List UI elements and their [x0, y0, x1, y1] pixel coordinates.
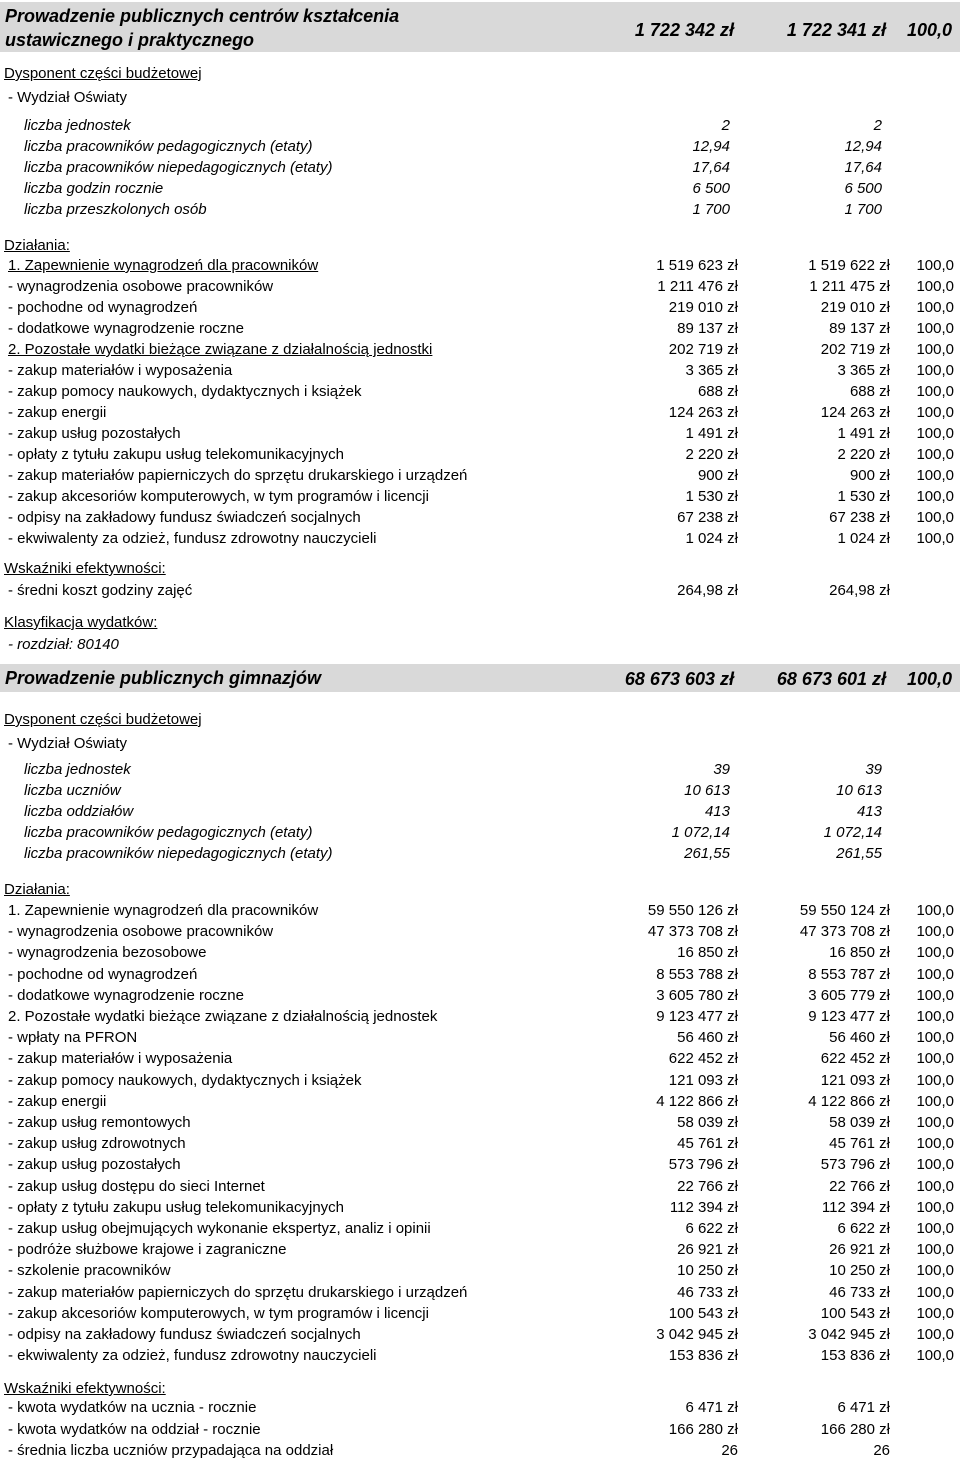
- row-percent: 100,0: [916, 902, 954, 919]
- row-percent: 100,0: [916, 320, 954, 337]
- row-percent: 100,0: [916, 1050, 954, 1068]
- row-label: - kwota wydatków na oddział - rocznie: [8, 1420, 261, 1438]
- row-exec-value: 573 796 zł: [820, 1156, 890, 1174]
- row-plan-value: 9 123 477 zł: [656, 1008, 738, 1025]
- row-percent: 100,0: [916, 1304, 954, 1322]
- row-exec-value: 153 836 zł: [820, 1347, 890, 1365]
- row-exec-value: 124 263 zł: [820, 404, 890, 421]
- row-plan-value: 219 010 zł: [668, 299, 738, 316]
- stat-row: [0, 843, 960, 864]
- row-percent: 100,0: [916, 467, 954, 484]
- row-plan-value: 1 024 zł: [685, 530, 738, 547]
- row-exec-value: 3 042 945 zł: [808, 1326, 890, 1343]
- stat-exec-value: 1 700: [844, 201, 882, 218]
- row-exec-value: 67 238 zł: [829, 509, 890, 526]
- row-label: - zakup usług obejmujących wykonanie ekspertyz, analiz i opinii: [8, 1220, 431, 1237]
- stat-label: liczba przeszkolonych osób: [24, 201, 207, 218]
- section1-wskazniki-label: Wskaźniki efektywności:: [4, 560, 166, 577]
- expense-row: [0, 1260, 960, 1281]
- row-plan-value: 100 543 zł: [668, 1304, 738, 1322]
- expense-row: [0, 381, 960, 402]
- indicator-row: [0, 1440, 960, 1461]
- row-percent: 100,0: [916, 299, 954, 316]
- row-percent: 100,0: [916, 1092, 954, 1110]
- row-label: - opłaty z tytułu zakupu usług telekomunikacyjnych: [8, 1198, 345, 1216]
- stat-row: [0, 157, 960, 178]
- expense-row: [0, 1176, 960, 1197]
- stat-label: liczba pracowników niepedagogicznych (etaty): [24, 845, 333, 862]
- row-exec-value: 688 zł: [849, 383, 890, 400]
- row-label: - zakup materiałów i wyposażenia: [8, 1050, 233, 1068]
- section1-klasyfikacja-label: Klasyfikacja wydatków:: [4, 614, 158, 631]
- row-plan-value: 153 836 zł: [668, 1347, 738, 1365]
- row-percent: 100,0: [916, 1347, 954, 1365]
- row-exec-value: 26 921 zł: [829, 1241, 890, 1259]
- section2-title: Prowadzenie publicznych gimnazjów: [5, 668, 322, 688]
- section1-title-line1: Prowadzenie publicznych centrów kształcenia: [5, 6, 400, 26]
- row-percent: 100,0: [916, 362, 954, 379]
- row-plan-value: 573 796 zł: [668, 1156, 738, 1174]
- section1-klasyfikacja-value: - rozdział: 80140: [8, 636, 119, 653]
- row-plan-value: 121 093 zł: [668, 1071, 738, 1089]
- expense-row: [0, 1282, 960, 1303]
- row-percent: 100,0: [916, 1220, 954, 1237]
- row-label: - odpisy na zakładowy fundusz świadczeń socjalnych: [8, 509, 361, 526]
- row-label: - zakup pomocy naukowych, dydaktycznych i książek: [8, 383, 362, 400]
- stat-label: liczba jednostek: [24, 761, 131, 778]
- row-label: - zakup usług pozostałych: [8, 1156, 181, 1174]
- row-label: - zakup materiałów papierniczych do sprzętu drukarskiego i urządzeń: [8, 467, 468, 484]
- row-exec-value: 900 zł: [849, 467, 890, 484]
- section1-dysponent-value: - Wydział Oświaty: [8, 89, 128, 106]
- section2-wskazniki-label: Wskaźniki efektywności:: [4, 1380, 166, 1397]
- indicator-row: [0, 1419, 960, 1440]
- stat-plan-value: 39: [713, 761, 730, 778]
- stat-plan-value: 6 500: [692, 180, 730, 197]
- row-percent: 100,0: [916, 257, 954, 274]
- section2-exec-total: 68 673 601 zł: [776, 669, 886, 689]
- stat-plan-value: 12,94: [692, 138, 730, 155]
- row-label: - średnia liczba uczniów przypadająca na oddział: [8, 1442, 334, 1459]
- expense-row: [0, 1006, 960, 1027]
- row-plan-value: 3 365 zł: [685, 362, 738, 379]
- section1-exec-total: 1 722 341 zł: [786, 20, 886, 40]
- row-exec-value: 1 491 zł: [837, 425, 890, 442]
- expense-row: [0, 1133, 960, 1154]
- row-plan-value: 8 553 788 zł: [656, 965, 738, 983]
- expense-row: [0, 964, 960, 985]
- expense-row: [0, 1218, 960, 1239]
- row-exec-value: 1 211 475 zł: [809, 278, 890, 295]
- expense-row: [0, 444, 960, 465]
- row-plan-value: 59 550 126 zł: [647, 902, 738, 919]
- row-label: - zakup usług zdrowotnych: [8, 1135, 186, 1153]
- row-plan-value: 688 zł: [697, 383, 738, 400]
- row-plan-value: 22 766 zł: [677, 1177, 738, 1195]
- row-plan-value: 3 042 945 zł: [656, 1326, 738, 1343]
- row-plan-value: 10 250 zł: [677, 1262, 738, 1280]
- expense-row: [0, 942, 960, 963]
- row-plan-value: 3 605 780 zł: [656, 986, 738, 1004]
- row-label: 1. Zapewnienie wynagrodzeń dla pracowników: [8, 902, 319, 919]
- row-label: - zakup akcesoriów komputerowych, w tym programów i licencji: [8, 1304, 429, 1322]
- expense-row: [0, 507, 960, 528]
- row-exec-value: 6 471 zł: [837, 1399, 890, 1416]
- row-label: - pochodne od wynagrodzeń: [8, 299, 198, 316]
- section2-plan-total: 68 673 603 zł: [624, 669, 734, 689]
- row-label: - pochodne od wynagrodzeń: [8, 965, 198, 983]
- expense-row: [0, 360, 960, 381]
- row-exec-value: 3 605 779 zł: [808, 986, 890, 1004]
- stat-plan-value: 413: [704, 803, 730, 820]
- row-percent: 100,0: [916, 425, 954, 442]
- row-exec-value: 112 394 zł: [821, 1198, 890, 1216]
- row-exec-value: 59 550 124 zł: [799, 902, 890, 919]
- row-exec-value: 202 719 zł: [820, 341, 890, 358]
- row-plan-value: 1 211 476 zł: [657, 278, 738, 295]
- row-label: - podróże służbowe krajowe i zagraniczne: [8, 1241, 287, 1259]
- row-percent: 100,0: [916, 1262, 954, 1280]
- row-label: - zakup pomocy naukowych, dydaktycznych i książek: [8, 1071, 362, 1089]
- expense-row: [0, 318, 960, 339]
- stat-exec-value: 17,64: [844, 159, 882, 176]
- row-label: - zakup usług remontowych: [8, 1114, 191, 1131]
- stat-row: [0, 759, 960, 780]
- row-exec-value: 47 373 708 zł: [799, 923, 890, 941]
- expense-row: [0, 985, 960, 1006]
- row-exec-value: 4 122 866 zł: [808, 1092, 890, 1110]
- section1-dzialania-label: Działania:: [4, 237, 70, 254]
- row-exec-value: 121 093 zł: [820, 1071, 890, 1089]
- row-plan-value: 622 452 zł: [668, 1050, 738, 1068]
- stat-label: liczba pracowników pedagogicznych (etaty): [24, 824, 313, 841]
- row-plan-value: 16 850 zł: [677, 944, 738, 962]
- row-label: - opłaty z tytułu zakupu usług telekomunikacyjnych: [8, 446, 345, 463]
- stat-label: liczba pracowników pedagogicznych (etaty): [24, 138, 313, 155]
- section1-plan-total: 1 722 342 zł: [634, 20, 734, 40]
- row-percent: 100,0: [916, 383, 954, 400]
- expense-row: [0, 1345, 960, 1366]
- row-label: - zakup energii: [8, 1092, 107, 1110]
- row-exec-value: 8 553 787 zł: [808, 965, 890, 983]
- row-label: - wynagrodzenia osobowe pracowników: [8, 278, 274, 295]
- stat-label: liczba jednostek: [24, 117, 131, 134]
- stat-row: [0, 780, 960, 801]
- row-percent: 100,0: [916, 1114, 954, 1131]
- row-label: - dodatkowe wynagrodzenie roczne: [8, 986, 244, 1004]
- expense-row: [0, 1070, 960, 1091]
- row-exec-value: 622 452 zł: [820, 1050, 890, 1068]
- row-label: 2. Pozostałe wydatki bieżące związane z działalnością jednostki: [8, 341, 433, 358]
- expense-row: [0, 1027, 960, 1048]
- row-exec-value: 89 137 zł: [829, 320, 890, 337]
- stat-exec-value: 39: [865, 761, 882, 778]
- row-exec-value: 100 543 zł: [820, 1304, 890, 1322]
- expense-row: [0, 297, 960, 318]
- row-percent: 100,0: [916, 1008, 954, 1025]
- section1-title-line2: ustawicznego i praktycznego: [5, 30, 255, 50]
- stat-exec-value: 1 072,14: [823, 824, 882, 841]
- row-percent: 100,0: [916, 446, 954, 463]
- expense-row: [0, 1112, 960, 1133]
- row-percent: 100,0: [916, 923, 954, 941]
- row-label: - odpisy na zakładowy fundusz świadczeń socjalnych: [8, 1326, 361, 1343]
- row-label: - ekwiwalenty za odzież, fundusz zdrowotny nauczycieli: [8, 530, 377, 547]
- row-plan-value: 26: [721, 1442, 738, 1459]
- row-label: - ekwiwalenty za odzież, fundusz zdrowotny nauczycieli: [8, 1347, 377, 1365]
- row-percent: 100,0: [916, 1241, 954, 1259]
- row-exec-value: 22 766 zł: [829, 1177, 890, 1195]
- stat-exec-value: 10 613: [836, 782, 882, 799]
- row-plan-value: 264,98 zł: [677, 582, 738, 599]
- stat-row: [0, 115, 960, 136]
- stat-plan-value: 17,64: [692, 159, 730, 176]
- stat-exec-value: 261,55: [836, 845, 882, 862]
- expense-row: [0, 339, 960, 360]
- stat-exec-value: 413: [856, 803, 882, 820]
- expense-row: [0, 486, 960, 507]
- section2-dysponent-value: - Wydział Oświaty: [8, 735, 128, 752]
- stat-exec-value: 12,94: [844, 138, 882, 155]
- row-label: - wynagrodzenia bezosobowe: [8, 944, 207, 962]
- row-label: 1. Zapewnienie wynagrodzeń dla pracowników: [8, 257, 319, 274]
- row-percent: 100,0: [916, 965, 954, 983]
- row-label: - szkolenie pracowników: [8, 1262, 171, 1280]
- expense-row: [0, 1303, 960, 1324]
- row-plan-value: 1 530 zł: [685, 488, 738, 505]
- row-label: - dodatkowe wynagrodzenie roczne: [8, 320, 244, 337]
- row-percent: 100,0: [916, 278, 954, 295]
- row-plan-value: 58 039 zł: [677, 1114, 738, 1131]
- row-exec-value: 166 280 zł: [820, 1420, 890, 1438]
- row-label: - zakup usług dostępu do sieci Internet: [8, 1177, 265, 1195]
- row-percent: 100,0: [916, 986, 954, 1004]
- row-exec-value: 1 519 622 zł: [808, 257, 890, 274]
- expense-row: [0, 1091, 960, 1112]
- row-percent: 100,0: [916, 1326, 954, 1343]
- row-exec-value: 219 010 zł: [820, 299, 890, 316]
- stat-row: [0, 801, 960, 822]
- stat-row: [0, 178, 960, 199]
- row-label: - zakup energii: [8, 404, 107, 421]
- stat-label: liczba uczniów: [24, 782, 121, 799]
- row-percent: 100,0: [916, 488, 954, 505]
- expense-row: [0, 255, 960, 276]
- stat-plan-value: 1 072,14: [671, 824, 730, 841]
- row-percent: 100,0: [916, 509, 954, 526]
- row-label: - kwota wydatków na ucznia - rocznie: [8, 1399, 257, 1416]
- row-exec-value: 10 250 zł: [829, 1262, 890, 1280]
- row-plan-value: 124 263 zł: [668, 404, 738, 421]
- expense-row: [0, 1239, 960, 1260]
- row-plan-value: 166 280 zł: [668, 1420, 738, 1438]
- row-label: - wynagrodzenia osobowe pracowników: [8, 923, 274, 941]
- row-plan-value: 56 460 zł: [677, 1029, 738, 1047]
- stat-label: liczba oddziałów: [24, 803, 134, 820]
- row-plan-value: 89 137 zł: [677, 320, 738, 337]
- expense-row: [0, 423, 960, 444]
- indicator-row: [0, 1397, 960, 1418]
- row-exec-value: 46 733 zł: [829, 1283, 890, 1301]
- expense-row: [0, 900, 960, 921]
- expense-row: [0, 1048, 960, 1069]
- row-exec-value: 2 220 zł: [837, 446, 890, 463]
- row-exec-value: 1 530 zł: [837, 488, 890, 505]
- row-percent: 100,0: [916, 530, 954, 547]
- row-exec-value: 16 850 zł: [829, 944, 890, 962]
- expense-row: [0, 1197, 960, 1218]
- row-percent: 100,0: [916, 404, 954, 421]
- stat-row: [0, 136, 960, 157]
- row-exec-value: 58 039 zł: [829, 1114, 890, 1131]
- row-exec-value: 45 761 zł: [829, 1135, 890, 1153]
- row-plan-value: 26 921 zł: [677, 1241, 738, 1259]
- row-plan-value: 900 zł: [697, 467, 738, 484]
- row-label: - zakup usług pozostałych: [8, 425, 181, 442]
- row-label: - wpłaty na PFRON: [8, 1029, 138, 1047]
- stat-row: [0, 822, 960, 843]
- section2-pct-total: 100,0: [906, 669, 952, 689]
- stat-plan-value: 10 613: [684, 782, 730, 799]
- section1-pct-total: 100,0: [906, 20, 952, 40]
- row-percent: 100,0: [916, 1198, 954, 1216]
- row-exec-value: 6 622 zł: [837, 1220, 890, 1237]
- section1-banner: [0, 2, 960, 52]
- stat-plan-value: 261,55: [684, 845, 730, 862]
- expense-row: [0, 402, 960, 423]
- row-percent: 100,0: [916, 1283, 954, 1301]
- row-percent: 100,0: [916, 1071, 954, 1089]
- row-plan-value: 4 122 866 zł: [656, 1092, 738, 1110]
- row-plan-value: 1 519 623 zł: [656, 257, 738, 274]
- row-label: 2. Pozostałe wydatki bieżące związane z działalnością jednostek: [8, 1008, 438, 1025]
- row-percent: 100,0: [916, 944, 954, 962]
- row-percent: 100,0: [916, 341, 954, 358]
- row-exec-value: 264,98 zł: [829, 582, 890, 599]
- indicator-row: [0, 580, 960, 601]
- row-plan-value: 112 394 zł: [669, 1198, 738, 1216]
- row-percent: 100,0: [916, 1029, 954, 1047]
- section2-banner: [0, 664, 960, 692]
- row-exec-value: 26: [873, 1442, 890, 1459]
- row-plan-value: 6 622 zł: [685, 1220, 738, 1237]
- stat-plan-value: 2: [721, 117, 730, 134]
- row-exec-value: 3 365 zł: [837, 362, 890, 379]
- row-label: - średni koszt godziny zajęć: [8, 582, 193, 599]
- expense-row: [0, 921, 960, 942]
- row-label: - zakup materiałów i wyposażenia: [8, 362, 233, 379]
- row-percent: 100,0: [916, 1156, 954, 1174]
- row-plan-value: 47 373 708 zł: [647, 923, 738, 941]
- row-exec-value: 56 460 zł: [829, 1029, 890, 1047]
- section1-dysponent-label: Dysponent części budżetowej: [4, 65, 202, 82]
- row-plan-value: 45 761 zł: [677, 1135, 738, 1153]
- expense-row: [0, 465, 960, 486]
- row-percent: 100,0: [916, 1177, 954, 1195]
- stat-label: liczba godzin rocznie: [24, 180, 164, 197]
- section2-dzialania-label: Działania:: [4, 881, 70, 898]
- row-label: - zakup akcesoriów komputerowych, w tym programów i licencji: [8, 488, 429, 505]
- row-plan-value: 202 719 zł: [668, 341, 738, 358]
- row-plan-value: 2 220 zł: [685, 446, 738, 463]
- row-exec-value: 1 024 zł: [837, 530, 890, 547]
- row-plan-value: 46 733 zł: [677, 1283, 738, 1301]
- stat-plan-value: 1 700: [692, 201, 730, 218]
- row-label: - zakup materiałów papierniczych do sprzętu drukarskiego i urządzeń: [8, 1283, 468, 1301]
- row-percent: 100,0: [916, 1135, 954, 1153]
- stat-row: [0, 199, 960, 220]
- stat-exec-value: 6 500: [844, 180, 882, 197]
- row-plan-value: 67 238 zł: [677, 509, 738, 526]
- stat-label: liczba pracowników niepedagogicznych (etaty): [24, 159, 333, 176]
- section2-dysponent-label: Dysponent części budżetowej: [4, 711, 202, 728]
- expense-row: [0, 276, 960, 297]
- row-plan-value: 1 491 zł: [685, 425, 738, 442]
- row-exec-value: 9 123 477 zł: [808, 1008, 890, 1025]
- stat-exec-value: 2: [873, 117, 882, 134]
- expense-row: [0, 528, 960, 549]
- row-plan-value: 6 471 zł: [685, 1399, 738, 1416]
- expense-row: [0, 1324, 960, 1345]
- expense-row: [0, 1154, 960, 1175]
